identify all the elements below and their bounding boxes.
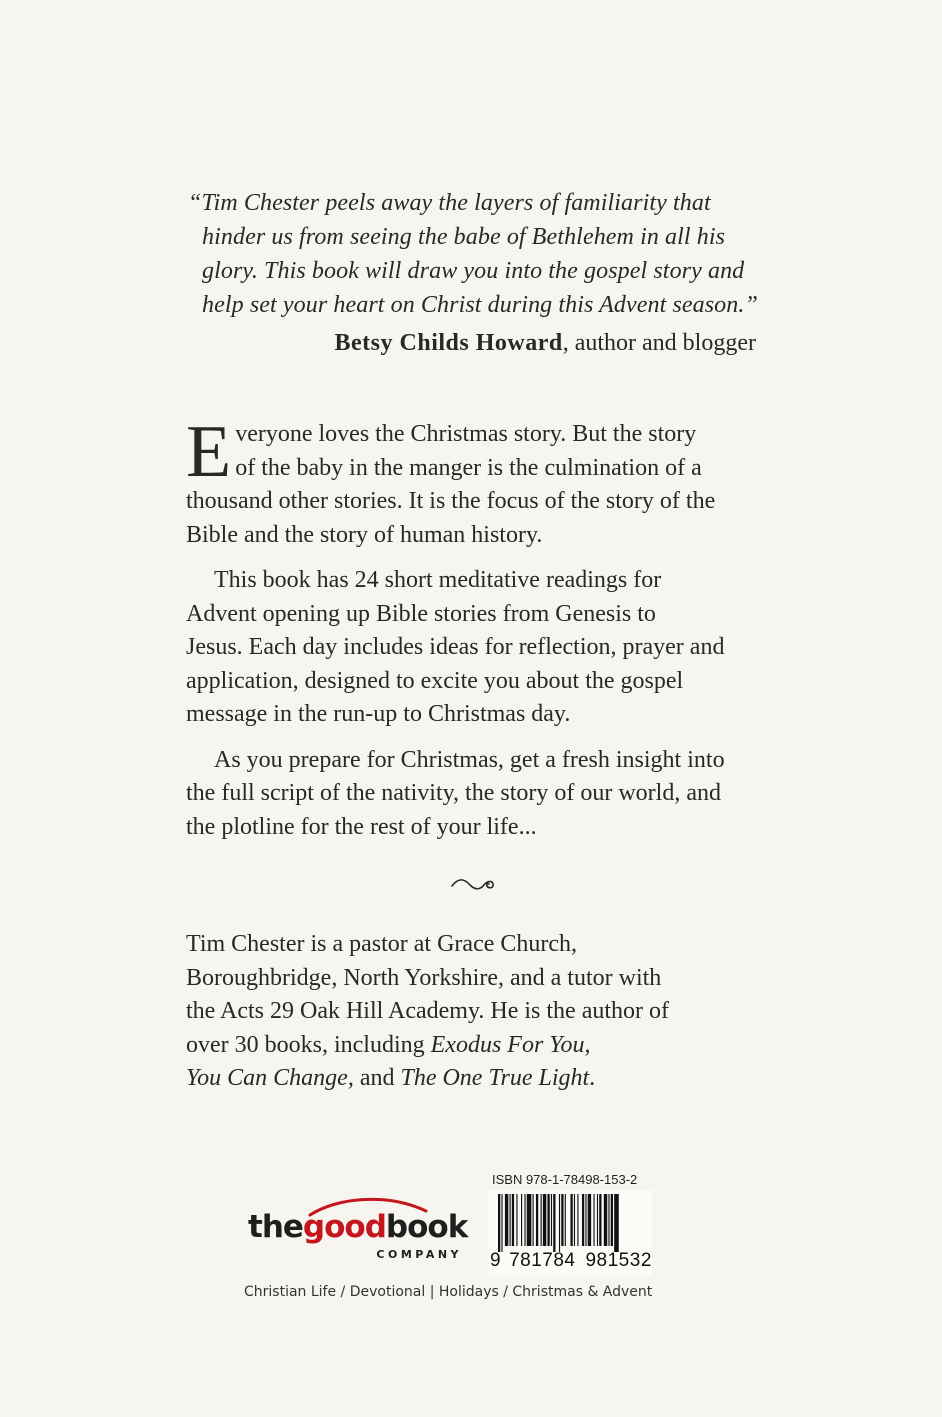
book-title: Exodus For You, <box>430 1031 591 1058</box>
barcode-bar <box>585 1194 586 1246</box>
logo-company: COMPANY <box>376 1248 462 1261</box>
bio-line <box>186 1062 786 1096</box>
barcode-bar <box>611 1194 613 1246</box>
logo-good: good <box>302 1209 386 1245</box>
barcode-bar <box>561 1194 563 1246</box>
description-line: Advent opening up Bible stories from Genesis to <box>186 600 656 627</box>
barcode-bar <box>510 1194 511 1246</box>
barcode-digits <box>490 1250 650 1272</box>
barcode-bar <box>582 1194 584 1246</box>
flourish-ornament-icon <box>450 873 496 895</box>
bio-line: Boroughbridge, North Yorkshire, and a tutor with <box>186 964 662 991</box>
barcode-bar <box>516 1194 517 1246</box>
description-paragraph <box>186 564 766 732</box>
bisac-categories: Christian Life / Devotional | Holidays / Christmas & Advent <box>244 1284 653 1300</box>
logo-wordmark <box>248 1209 467 1245</box>
isbn-barcode-block <box>488 1172 652 1276</box>
isbn-label: ISBN 978-1-78498-153-2 <box>492 1172 638 1187</box>
author-bio <box>186 928 786 1096</box>
barcode-bar <box>608 1194 609 1246</box>
barcode-bar <box>505 1194 508 1246</box>
book-title: The One True Light <box>400 1065 590 1091</box>
description-paragraph <box>186 411 766 552</box>
description-line: veryone loves the Christmas story. But the story <box>235 421 697 447</box>
barcode-bar <box>524 1194 525 1246</box>
description-line: Bible and the story of human history. <box>186 521 543 548</box>
description-line: message in the run-up to Christmas day. <box>186 701 571 727</box>
logo-book: book <box>385 1209 468 1245</box>
barcode-bar <box>512 1194 514 1246</box>
description-line: As you prepare for Christmas, get a fresh insight into <box>214 746 725 773</box>
barcode-bar <box>597 1194 598 1246</box>
bio-text: over 30 books, including <box>186 1031 431 1058</box>
barcode-bar <box>565 1194 566 1246</box>
bio-text: . <box>589 1065 596 1091</box>
barcode-bar <box>541 1194 542 1246</box>
barcode-bar <box>521 1194 522 1246</box>
book-description <box>186 411 766 856</box>
barcode-bar <box>577 1194 578 1246</box>
barcode-bar <box>527 1194 532 1246</box>
barcode-bar <box>570 1194 572 1246</box>
description-line: This book has 24 short meditative readings for <box>214 567 662 593</box>
bio-text: and <box>353 1065 401 1091</box>
barcode-bar <box>501 1194 502 1252</box>
bio-line: Tim Chester is a pastor at Grace Church, <box>186 931 578 957</box>
description-line: Jesus. Each day includes ideas for reflection, prayer and <box>186 634 725 660</box>
barcode-left-digits: 781784 <box>509 1250 576 1271</box>
barcode-bar <box>599 1194 601 1246</box>
bio-line <box>186 1029 786 1063</box>
description-paragraph <box>186 744 766 845</box>
barcode-bar <box>547 1194 549 1246</box>
barcode-bar <box>536 1194 538 1246</box>
bio-line: the Acts 29 Oak Hill Academy. He is the author of <box>186 998 669 1024</box>
description-line: the full script of the nativity, the story of our world, and <box>186 780 721 806</box>
quote-line: “Tim Chester peels away the layers of familiarity that <box>188 190 711 216</box>
publisher-logo <box>248 1195 468 1263</box>
barcode-bar <box>533 1194 534 1246</box>
barcode-bar <box>614 1194 619 1252</box>
book-title: You Can Change, <box>186 1065 354 1091</box>
barcode-bar <box>574 1194 575 1246</box>
quote-line: help set your heart on Christ during this Advent season.” <box>202 292 758 318</box>
barcode-bar <box>553 1194 555 1252</box>
barcode-icon <box>494 1194 646 1252</box>
description-line: application, designed to excite you about the gospel <box>186 667 684 694</box>
barcode-bar <box>588 1194 591 1246</box>
barcode-bar <box>498 1194 500 1252</box>
barcode-bar <box>543 1194 546 1246</box>
logo-the: the <box>248 1209 303 1245</box>
endorsement-attribution <box>335 330 756 357</box>
drop-cap: E <box>186 411 232 493</box>
quote-line: glory. This book will draw you into the gospel story and <box>202 258 745 284</box>
description-line: the plotline for the rest of your life... <box>186 813 537 840</box>
endorsement-quote <box>188 186 768 322</box>
barcode-bar <box>593 1194 594 1246</box>
barcode-bar <box>604 1194 607 1246</box>
quote-line: hinder us from seeing the babe of Bethlehem in all his <box>202 224 726 250</box>
barcode-bar <box>559 1194 560 1252</box>
endorser-role: , author and blogger <box>562 330 756 356</box>
description-line: thousand other stories. It is the focus of the story of the <box>186 488 716 514</box>
endorser-name: Betsy Childs Howard <box>334 330 563 356</box>
description-line: of the baby in the manger is the culmination of a <box>235 454 702 481</box>
barcode-lead-digit: 9 <box>490 1250 502 1271</box>
barcode-bar <box>551 1194 552 1246</box>
barcode-right-digits: 981532 <box>585 1250 652 1271</box>
